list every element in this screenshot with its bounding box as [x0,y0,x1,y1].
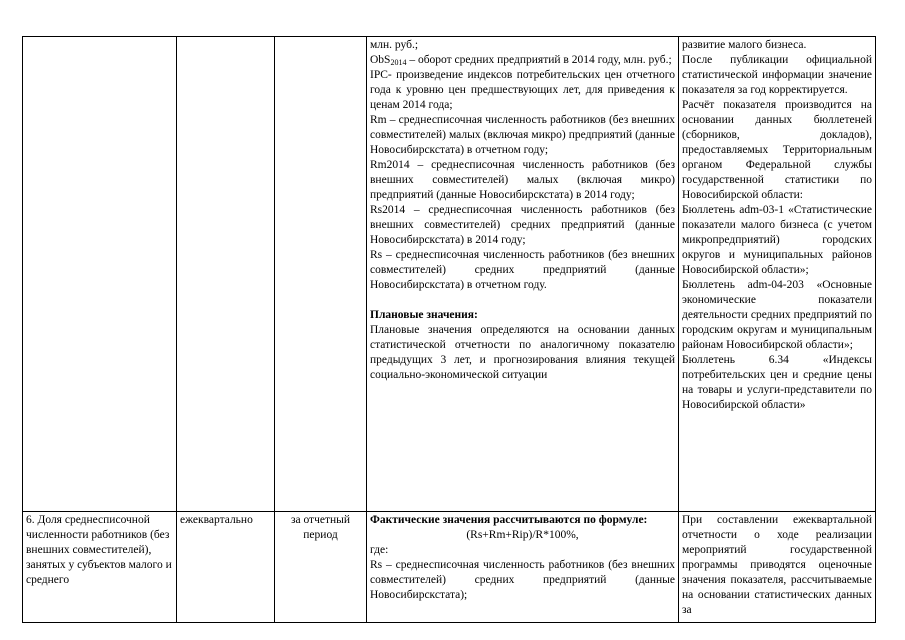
source-cell [679,512,876,623]
period-value: за отчетный период [290,514,351,541]
formula-line: IPC- произведение индексов потребительских цен отчетного года к уровню цен предшествующих лет, для приведения к ценам 2014 года; [370,69,675,111]
frequency-cell [177,37,275,512]
fact-title: Фактические значения рассчитываются по формуле: [370,514,648,526]
source-paragraph: После публикации официальной статистической информации значение показателя за год корректируется. [682,54,872,96]
formula-line: Rs – среднесписочная численность работников (без внешних совместителей) средних предприятий (данные Новосибирскстата); [370,559,675,601]
source-paragraph: Бюллетень adm-03-1 «Статистические показатели малого бизнеса (с учетом микропредприятий) городских округов и муниципальных районов Новосибирской области»; [682,204,872,276]
formula-line: Rm2014 – среднесписочная численность работников (без внешних совместителей) малых (включая микро) предприятий (данные Новосибирскстата) в 2014 году; [370,159,675,201]
source-paragraph: Бюллетень adm-04-203 «Основные экономические показатели деятельности средних предприятий по городским округам и муниципальным районам Новосибирской области»; [682,279,872,351]
frequency-value: ежеквартально [180,514,253,526]
indicator-name: 6. Доля среднесписочной численности работников (без внешних совместителей), занятых у субъектов малого и среднего [26,514,172,586]
source-paragraph: При составлении ежеквартальной отчетности о ходе реализации мероприятий государственной программы приводятся оценочные значения показателя, рассчитываемые на основании статистических данных за [682,514,872,616]
source-paragraph: развитие малого бизнеса. [682,39,807,51]
source-cell [679,37,876,512]
period-cell [275,37,367,512]
method-cell [367,37,679,512]
formula-line: Rs – среднесписочная численность работников (без внешних совместителей) средних предприятий (данные Новосибирскстата) в отчетном году. [370,249,675,291]
plan-text: Плановые значения определяются на основании данных статистической отчетности по аналогичному показателю предыдущих 3 лет, и прогнозирования влияния текущей социально-экономической ситуации [370,324,675,381]
source-paragraph: Бюллетень 6.34 «Индексы потребительских цен и средние цены на товары и услуги-представители по Новосибирской области» [682,354,872,411]
where-label: где: [370,544,389,556]
indicators-table [22,36,876,623]
source-paragraph: Расчёт показателя производится на основании данных бюллетеней (сборников, докладов), предоставляемых Территориальным органом Федеральной службы государственной статистики по Новосибирской области: [682,99,872,201]
plan-title: Плановые значения: [370,309,478,321]
formula: (Rs+Rm+Rip)/R*100%, [466,529,579,541]
indicator-cell [23,37,177,512]
indicator-cell [23,512,177,623]
table-row [23,37,876,512]
period-cell [275,512,367,623]
frequency-cell [177,512,275,623]
method-cell [367,512,679,623]
formula-line: млн. руб.; [370,39,419,51]
formula-line: ObS$_{2014}$ – оборот средних предприятий в 2014 году, млн. руб.; [370,54,672,67]
table-row [23,512,876,623]
formula-line: Rs2014 – среднесписочная численность работников (без внешних совместителей) средних предприятий (данные Новосибирскстата) в 2014 году; [370,204,675,246]
formula-line: Rm – среднесписочная численность работников (без внешних совместителей) малых (включая микро) предприятий (данные Новосибирскстата) в отчетном году; [370,114,675,156]
